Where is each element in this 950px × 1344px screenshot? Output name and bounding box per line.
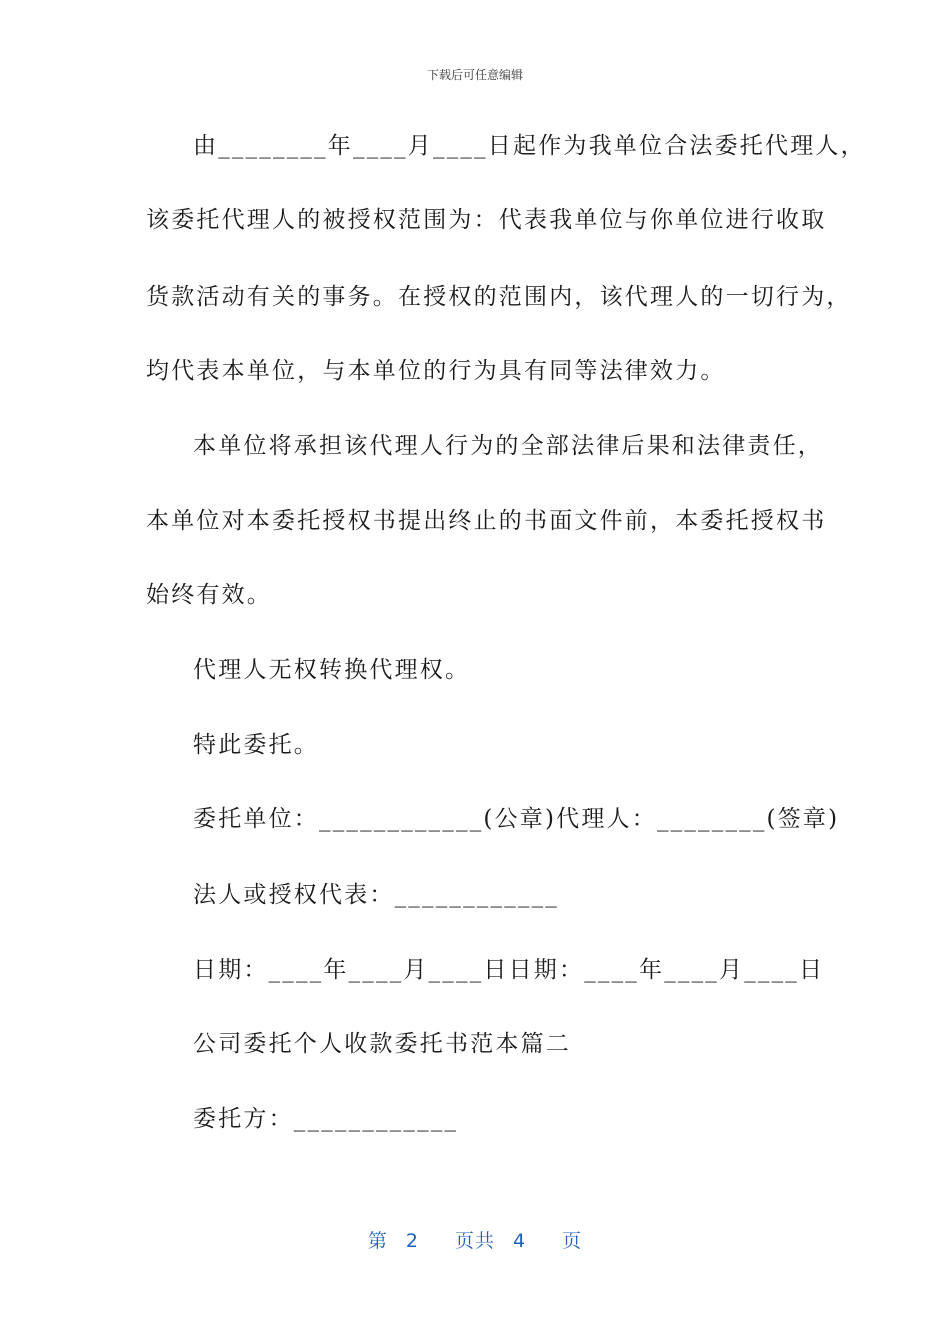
paragraph-line: 代理人无权转换代理权。 bbox=[193, 657, 471, 683]
entrusting-party-line: 委托方：____________ bbox=[193, 1106, 459, 1132]
paragraph-line: 由________年____月____日起作为我单位合法委托代理人， bbox=[193, 133, 866, 159]
header-note: 下载后可任意编辑 bbox=[426, 68, 523, 82]
paragraph-line: 特此委托。 bbox=[193, 732, 319, 758]
footer-suffix: 页 bbox=[562, 1230, 583, 1252]
signature-line-entrusting-unit: 委托单位：____________(公章)代理人：________(签章) bbox=[193, 806, 840, 832]
page-footer bbox=[0, 1226, 950, 1253]
paragraph-line: 货款活动有关的事务。在授权的范围内，该代理人的一切行为， bbox=[146, 284, 852, 310]
date-line: 日期：____年____月____日日期：____年____月____日 bbox=[193, 957, 825, 983]
footer-prefix: 第 bbox=[367, 1230, 388, 1252]
signature-line-legal-representative: 法人或授权代表：____________ bbox=[193, 882, 559, 908]
paragraph-line: 始终有效。 bbox=[146, 582, 272, 608]
paragraph-line: 该委托代理人的被授权范围为：代表我单位与你单位进行收取 bbox=[146, 207, 827, 233]
footer-page-number: 2 bbox=[405, 1230, 419, 1252]
footer-total-pages: 4 bbox=[513, 1230, 527, 1252]
section-heading: 公司委托个人收款委托书范本篇二 bbox=[193, 1031, 571, 1057]
paragraph-line: 本单位将承担该代理人行为的全部法律后果和法律责任， bbox=[193, 433, 823, 459]
paragraph-line: 均代表本单位，与本单位的行为具有同等法律效力。 bbox=[146, 358, 726, 384]
footer-middle: 页共 bbox=[454, 1230, 495, 1252]
paragraph-line: 本单位对本委托授权书提出终止的书面文件前，本委托授权书 bbox=[146, 508, 827, 534]
